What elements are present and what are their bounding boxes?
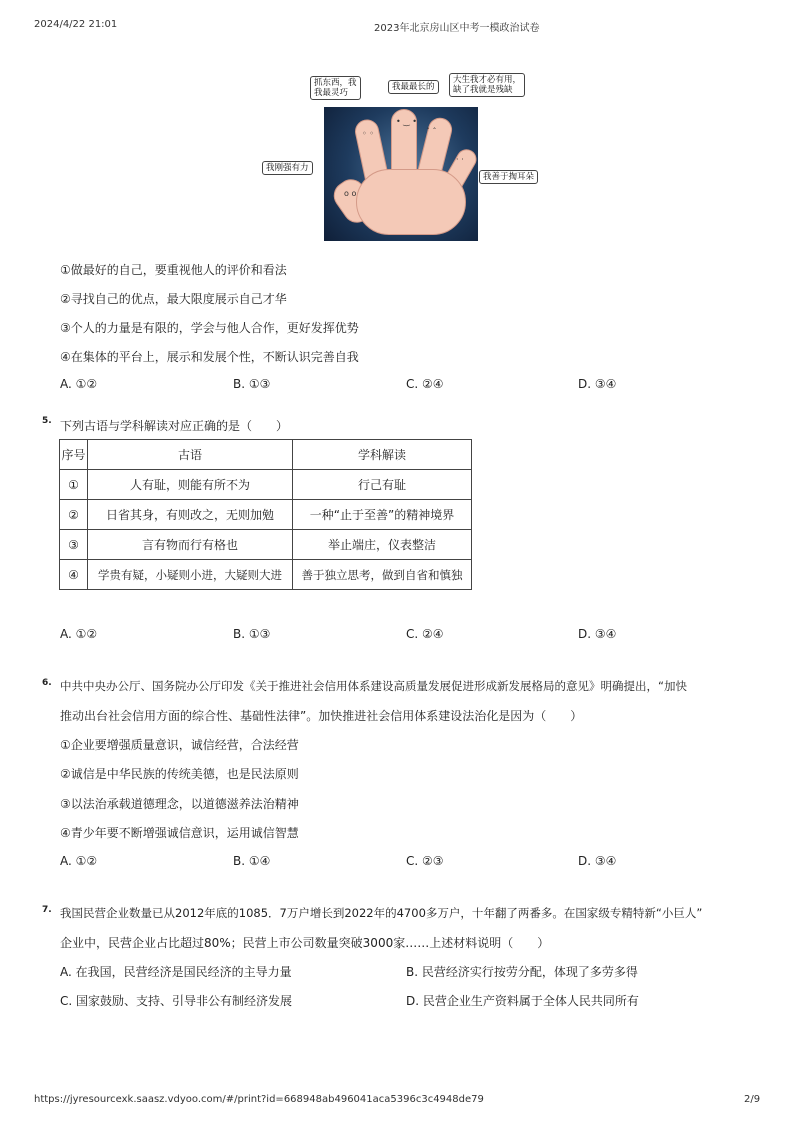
q4-option-d[interactable]: D. ③④ <box>578 377 617 391</box>
table-cell: 举止端庄，仪表整洁 <box>293 530 472 560</box>
print-datetime: 2024/4/22 21:01 <box>34 19 118 30</box>
table-header-row <box>60 440 472 470</box>
q6-option-b[interactable]: B. ①④ <box>233 854 271 868</box>
q6-item-3: ③以法治承载道德理念，以道德滋养法治精神 <box>60 797 299 811</box>
face-pinky: · · <box>456 155 464 164</box>
q7-stem-line-1: 我国民营企业数量已从2012年底的1085．7万户增长到2022年的4700多万户，十年翻了两番多。在国家级专精特新“小巨人” <box>60 906 703 920</box>
table-cell: ② <box>60 500 88 530</box>
q4-option-c[interactable]: C. ②④ <box>406 377 444 391</box>
q6-item-1: ①企业要增强质量意识，诚信经营，合法经营 <box>60 738 299 752</box>
q5-table <box>59 439 472 590</box>
bubble-text: 大生我才必有用， <box>453 75 522 85</box>
bubble-text: 我最灵巧 <box>314 88 349 98</box>
q6-option-d[interactable]: D. ③④ <box>578 854 617 868</box>
q6-option-a[interactable]: A. ①② <box>60 854 98 868</box>
q4-item-4: ④在集体的平台上，展示和发展个性，不断认识完善自我 <box>60 350 359 364</box>
q5-option-d[interactable]: D. ③④ <box>578 627 617 641</box>
q5-stem: 下列古语与学科解读对应正确的是（ ） <box>60 419 289 433</box>
q4-item-2: ②寻找自己的优点，最大限度展示自己才华 <box>60 292 287 306</box>
question-number-7: 7. <box>42 905 52 915</box>
table-row <box>60 500 472 530</box>
q6-stem-line-1: 中共中央办公厅、国务院办公厅印发《关于推进社会信用体系建设高质量发展促进形成新发展格局的意见》明确提出，“加快 <box>60 679 687 693</box>
face-index: ◦ ◦ <box>362 129 374 138</box>
question-number-5: 5. <box>42 416 52 426</box>
speech-bubble <box>262 161 313 175</box>
q4-option-b[interactable]: B. ①③ <box>233 377 271 391</box>
speech-bubble <box>479 170 538 184</box>
q4-option-a[interactable]: A. ①② <box>60 377 98 391</box>
table-cell: ③ <box>60 530 88 560</box>
q5-option-c[interactable]: C. ②④ <box>406 627 444 641</box>
table-row <box>60 470 472 500</box>
question-number-6: 6. <box>42 678 52 688</box>
table-cell: 日省其身，有则改之，无则加勉 <box>88 500 293 530</box>
face-thumb: o o <box>344 189 357 198</box>
q7-option-b[interactable]: B. 民营经济实行按劳分配，体现了多劳多得 <box>406 965 638 979</box>
bubble-text: 我善于掏耳朵 <box>483 172 535 182</box>
bubble-text: 缺了我就是残缺 <box>453 85 513 95</box>
q7-option-c[interactable]: C. 国家鼓励、支持、引导非公有制经济发展 <box>60 994 293 1008</box>
table-cell: 言有物而行有格也 <box>88 530 293 560</box>
q5-option-a[interactable]: A. ①② <box>60 627 98 641</box>
speech-bubble <box>310 76 361 100</box>
speech-bubble <box>449 73 525 97</box>
q5-option-b[interactable]: B. ①③ <box>233 627 271 641</box>
table-cell: ① <box>60 470 88 500</box>
table-header-cell: 古语 <box>88 440 293 470</box>
table-header-cell: 序号 <box>60 440 88 470</box>
q6-item-4: ④青少年要不断增强诚信意识，运用诚信智慧 <box>60 826 299 840</box>
q7-stem-line-2: 企业中，民营企业占比超过80%；民营上市公司数量突破3000家……上述材料说明（ ） <box>60 936 550 950</box>
footer-url[interactable]: https://jyresourcexk.saasz.vdyoo.com/#/print?id=668948ab496041aca5396c3c4948de79 <box>34 1094 484 1105</box>
face-middle: • ‿ • <box>396 117 417 126</box>
table-cell: 一种“止于至善”的精神境界 <box>293 500 472 530</box>
table-cell: 善于独立思考，做到自省和慎独 <box>293 560 472 590</box>
q6-stem-line-2: 推动出台社会信用方面的综合性、基础性法律”。加快推进社会信用体系建设法治化是因为（ ） <box>60 709 583 723</box>
q6-item-2: ②诚信是中华民族的传统美德，也是民法原则 <box>60 767 299 781</box>
table-header-cell: 学科解读 <box>293 440 472 470</box>
table-cell: ④ <box>60 560 88 590</box>
table-row <box>60 530 472 560</box>
q7-option-a[interactable]: A. 在我国，民营经济是国民经济的主导力量 <box>60 965 292 979</box>
q6-option-c[interactable]: C. ②③ <box>406 854 444 868</box>
document-title: 2023年北京房山区中考一模政治试卷 <box>374 23 540 34</box>
hand-illustration <box>324 107 478 241</box>
table-cell: 行己有耻 <box>293 470 472 500</box>
page-number: 2/9 <box>744 1094 761 1105</box>
bubble-text: 我刚强有力 <box>266 163 309 173</box>
speech-bubble <box>388 80 439 94</box>
face-ring: ˆ ˆ <box>426 127 437 136</box>
table-cell: 学贵有疑，小疑则小进，大疑则大进 <box>88 560 293 590</box>
q4-item-1: ①做最好的自己，要重视他人的评价和看法 <box>60 263 287 277</box>
q7-option-d[interactable]: D. 民营企业生产资料属于全体人民共同所有 <box>406 994 639 1008</box>
table-row <box>60 560 472 590</box>
bubble-text: 抓东西，我 <box>314 78 357 88</box>
table-cell: 人有耻，则能有所不为 <box>88 470 293 500</box>
bubble-text: 我最最长的 <box>392 82 435 92</box>
q4-item-3: ③个人的力量是有限的，学会与他人合作，更好发挥优势 <box>60 321 359 335</box>
palm <box>356 169 466 235</box>
